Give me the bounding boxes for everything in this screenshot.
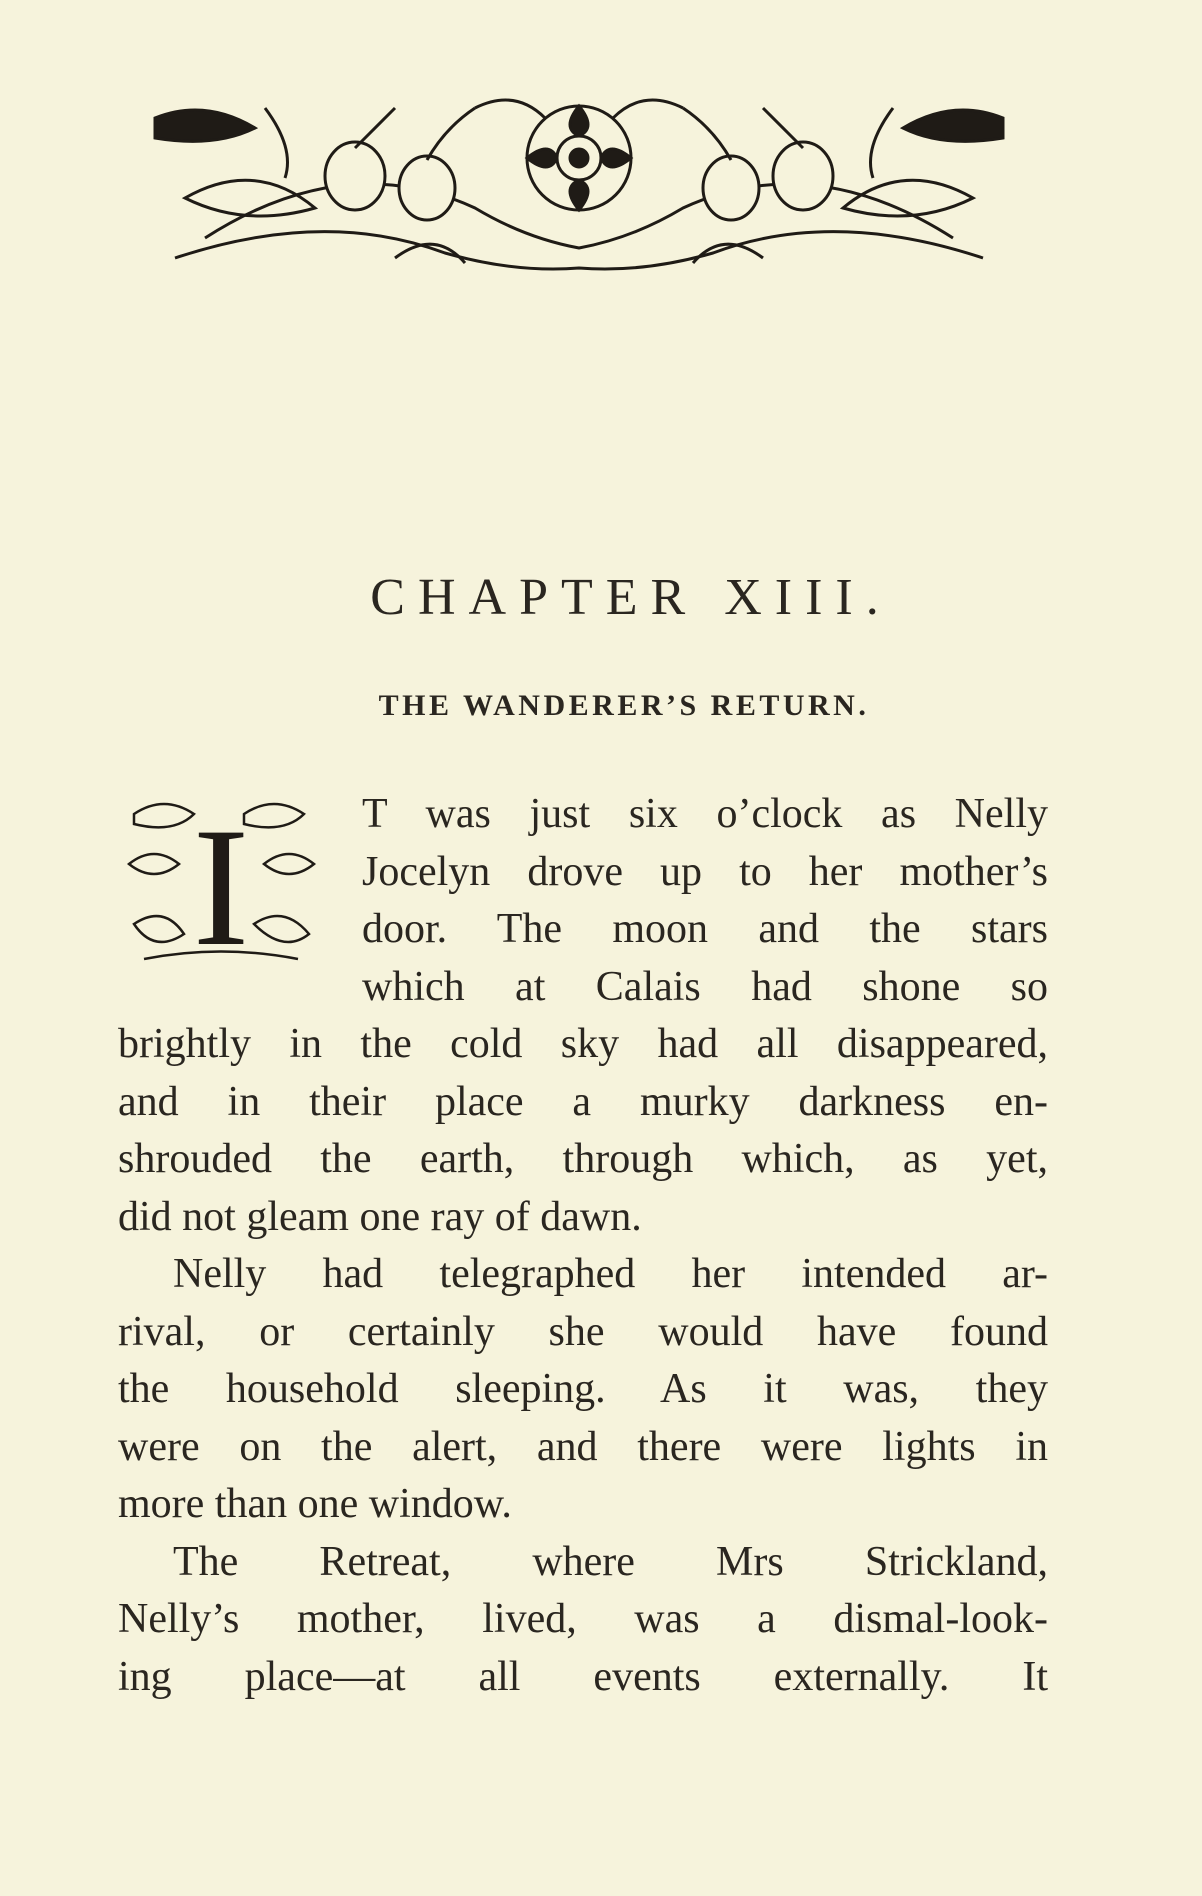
chapter-title: CHAPTER XIII. [370, 569, 892, 626]
body-text [118, 786, 1048, 1706]
text-line: The Retreat, where Mrs Strickland, [173, 1538, 1048, 1585]
text-line: T was just six o’clock as Nelly [362, 791, 1048, 837]
text-line: the household sleeping. As it was, they [118, 1366, 1048, 1412]
text-line: Nelly’s mother, lived, was a dismal-look- [118, 1596, 1048, 1642]
dropcap-letter: I [192, 794, 250, 966]
text-line: more than one window. [118, 1481, 512, 1527]
chapter-subtitle: THE WANDERER’S RETURN. [378, 689, 870, 722]
text-line: Jocelyn drove up to her mother’s [362, 848, 1048, 895]
text-line: brightly in the cold sky had all disappeared, [118, 1021, 1048, 1067]
text-line: ing place—at all events externally. It [118, 1653, 1048, 1700]
text-line: Nelly had telegraphed her intended ar- [173, 1251, 1048, 1297]
floral-headpiece-ornament [145, 88, 1013, 278]
text-line: which at Calais had shone so [362, 963, 1048, 1010]
text-line: were on the alert, and there were lights in [118, 1423, 1048, 1470]
text-line: door. The moon and the stars [362, 906, 1048, 952]
text-line: did not gleam one ray of dawn. [118, 1193, 642, 1240]
text-line: rival, or certainly she would have found [118, 1308, 1048, 1355]
text-line: and in their place a murky darkness en- [118, 1078, 1048, 1125]
text-line: shrouded the earth, through which, as yet, [118, 1136, 1048, 1182]
